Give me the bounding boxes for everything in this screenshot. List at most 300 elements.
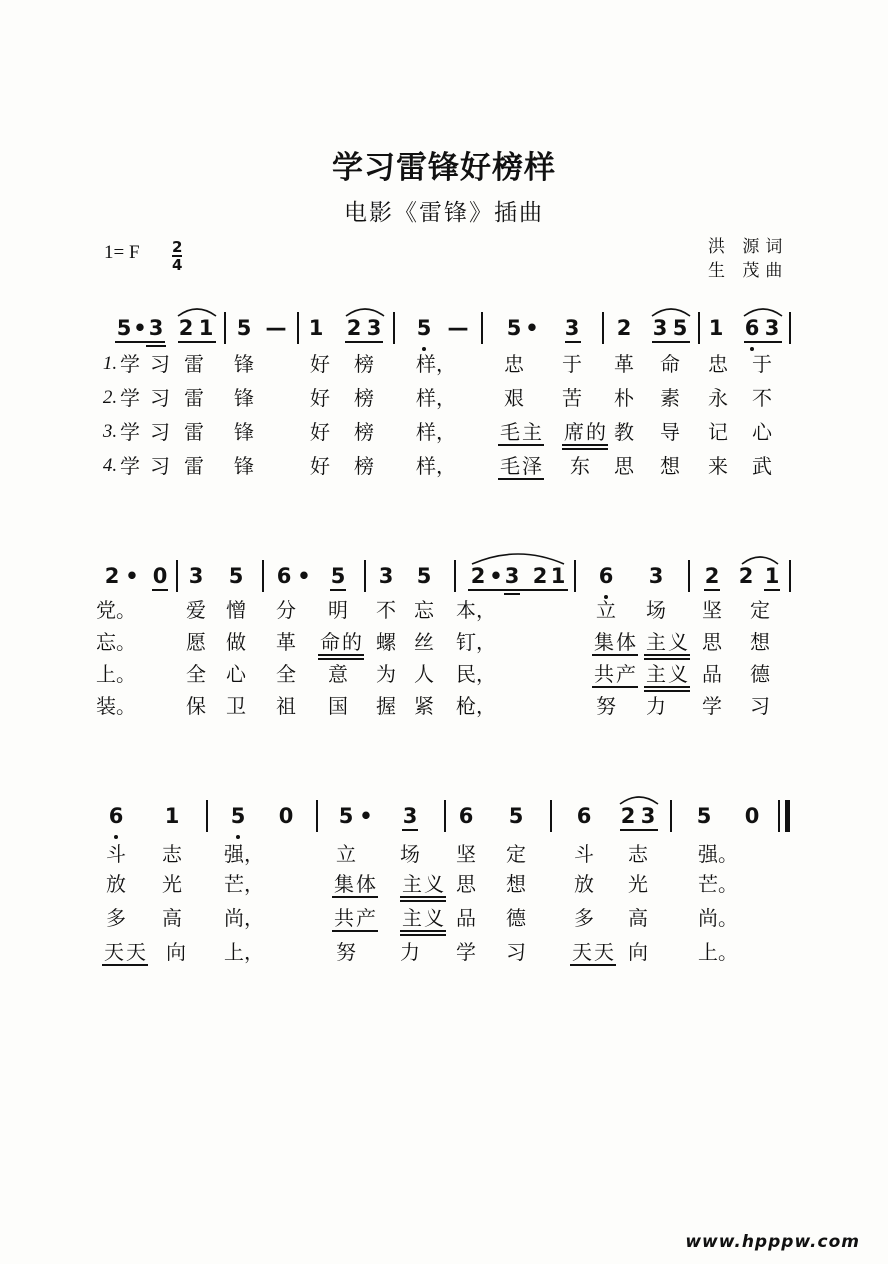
lyric-char: 保 — [186, 694, 206, 718]
lyric-underline — [332, 930, 378, 932]
dot-mark: • — [525, 316, 539, 340]
note: 1 — [708, 316, 724, 340]
note: 6 — [108, 804, 124, 828]
music-line-1 — [0, 316, 888, 346]
lyric-underline — [562, 444, 608, 446]
music-line-2 — [0, 564, 888, 594]
lyric-char: 忘。 — [96, 630, 136, 654]
lyricist-credit: 洪 源词 — [708, 237, 789, 257]
lyric-underline — [644, 686, 690, 688]
lyric-char: 钉， — [456, 630, 496, 654]
lyric-char: 朴 — [614, 386, 634, 410]
lyric-char: 上。 — [698, 940, 738, 964]
verse-number: 3. — [102, 421, 118, 442]
lyric-char: 全 — [186, 662, 206, 686]
lyric-char: 义 — [424, 906, 444, 930]
lyric-char: 想 — [750, 630, 770, 654]
lyric-char: 革 — [614, 352, 634, 376]
lyric-char: 榜 — [354, 352, 374, 376]
lyric-char: 共 — [594, 662, 614, 686]
lyric-char: 光 — [628, 872, 648, 896]
lyric-char: 丝 — [414, 630, 434, 654]
lyric-char: 爱 — [186, 598, 206, 622]
lyric-char: 立 — [596, 598, 616, 622]
lyric-char: 席 — [564, 420, 584, 444]
note: 6 — [744, 316, 760, 340]
lyric-char: 样， — [416, 386, 456, 410]
composer-credit: 生 茂曲 — [708, 261, 789, 281]
lyric-char: 想 — [660, 454, 680, 478]
lyric-char: 党。 — [96, 598, 136, 622]
lyric-char: 导 — [660, 420, 680, 444]
lyric-verse-3-3 — [0, 906, 888, 934]
lyric-char: 力 — [400, 940, 420, 964]
lyric-char: 学 — [120, 454, 140, 478]
lyric-char: 永 — [708, 386, 728, 410]
barline — [789, 312, 791, 344]
beam-underline — [146, 345, 166, 347]
note: 1 — [308, 316, 324, 340]
note: 5 — [672, 316, 688, 340]
note: 3 — [564, 316, 580, 340]
beam-underline — [744, 341, 782, 343]
lyric-char: 志 — [162, 842, 182, 866]
lyric-char: 想 — [506, 872, 526, 896]
lyric-char: 立 — [336, 842, 356, 866]
lyric-char: 学 — [120, 352, 140, 376]
note: 6 — [576, 804, 592, 828]
time-signature-bottom: 4 — [172, 255, 183, 274]
barline — [393, 312, 395, 344]
note: 2 — [178, 316, 194, 340]
lyric-char: 祖 — [276, 694, 296, 718]
note: 2 — [704, 564, 720, 588]
lyric-char: 斗 — [106, 842, 126, 866]
lyric-char: 意 — [328, 662, 348, 686]
dot-mark: • — [489, 564, 503, 588]
note: 5 — [116, 316, 132, 340]
slur — [176, 304, 218, 318]
lyric-char: 卫 — [226, 694, 246, 718]
lyric-char: 定 — [750, 598, 770, 622]
beam-underline — [764, 589, 780, 591]
dash-mark: — — [447, 316, 469, 340]
lyric-char: 忠 — [708, 352, 728, 376]
lyric-char: 主 — [646, 630, 666, 654]
lyric-char: 好 — [310, 454, 330, 478]
lyric-verse-3-2 — [0, 662, 888, 690]
lyric-char: 努 — [596, 694, 616, 718]
lyric-char: 雷 — [184, 454, 204, 478]
beam-underline — [345, 341, 383, 343]
note: 6 — [458, 804, 474, 828]
site-watermark: www.hpppw.com — [685, 1232, 860, 1252]
note: 3 — [148, 316, 164, 340]
time-signature-top: 2 — [172, 238, 183, 256]
slur — [470, 548, 566, 566]
lyric-char: 体 — [356, 872, 376, 896]
beam-underline — [330, 589, 346, 591]
lyric-char: 努 — [336, 940, 356, 964]
lyric-char: 场 — [400, 842, 420, 866]
lyric-char: 榜 — [354, 454, 374, 478]
lyric-char: 憎 — [226, 598, 246, 622]
lyric-char: 来 — [708, 454, 728, 478]
lyric-char: 命 — [320, 630, 340, 654]
lyric-char: 主 — [402, 906, 422, 930]
music-line-3 — [0, 804, 888, 834]
note: 5 — [696, 804, 712, 828]
lyric-char: 装。 — [96, 694, 136, 718]
final-barline — [785, 800, 790, 832]
barline — [262, 560, 264, 592]
lyric-char: 力 — [646, 694, 666, 718]
lyric-char: 不 — [752, 386, 772, 410]
beam-underline — [704, 589, 720, 591]
lyric-underline — [644, 690, 690, 692]
slur — [618, 792, 660, 806]
song-subtitle: 电影《雷锋》插曲 — [344, 200, 544, 226]
lyric-char: 学 — [702, 694, 722, 718]
lyric-char: 集 — [334, 872, 354, 896]
slur — [344, 304, 386, 318]
lyric-verse-2-3 — [0, 872, 888, 900]
barline — [688, 560, 690, 592]
note: 5 — [228, 564, 244, 588]
lyric-char: 高 — [628, 906, 648, 930]
octave-dot — [114, 835, 118, 839]
lyric-char: 毛 — [500, 420, 520, 444]
lyric-verse-2-1 — [0, 386, 888, 414]
lyric-char: 思 — [614, 454, 634, 478]
barline — [670, 800, 672, 832]
lyric-char: 锋 — [234, 386, 254, 410]
lyric-char: 民， — [456, 662, 496, 686]
barline — [444, 800, 446, 832]
octave-dot — [422, 347, 426, 351]
note: 3 — [504, 564, 520, 588]
lyric-char: 锋 — [234, 420, 254, 444]
lyric-char: 强。 — [698, 842, 738, 866]
lyric-char: 命 — [660, 352, 680, 376]
lyric-char: 产 — [356, 906, 376, 930]
note: 1 — [164, 804, 180, 828]
note: 2 — [346, 316, 362, 340]
barline — [602, 312, 604, 344]
lyric-char: 义 — [668, 630, 688, 654]
note: 5 — [236, 316, 252, 340]
lyric-char: 尚， — [224, 906, 264, 930]
note: 3 — [188, 564, 204, 588]
note: 5 — [338, 804, 354, 828]
slur — [742, 304, 784, 318]
lyric-char: 样， — [416, 420, 456, 444]
lyric-char: 习 — [150, 454, 170, 478]
lyric-char: 忘 — [414, 598, 434, 622]
note: 5 — [416, 564, 432, 588]
lyric-underline — [332, 896, 378, 898]
verse-number: 1. — [102, 353, 118, 374]
lyric-char: 思 — [702, 630, 722, 654]
lyric-char: 愿 — [186, 630, 206, 654]
lyric-char: 东 — [570, 454, 590, 478]
beam-underline — [504, 593, 520, 595]
lyric-char: 坚 — [456, 842, 476, 866]
lyric-char: 思 — [456, 872, 476, 896]
lyric-underline — [400, 934, 446, 936]
lyric-underline — [318, 658, 364, 660]
lyric-char: 多 — [106, 906, 126, 930]
lyric-char: 品 — [456, 906, 476, 930]
note: 3 — [652, 316, 668, 340]
lyric-underline — [498, 444, 544, 446]
lyric-char: 品 — [702, 662, 722, 686]
dash-mark: — — [265, 316, 287, 340]
note: 5 — [330, 564, 346, 588]
lyric-char: 本， — [456, 598, 496, 622]
lyric-char: 习 — [150, 420, 170, 444]
lyric-char: 革 — [276, 630, 296, 654]
lyric-char: 主 — [402, 872, 422, 896]
lyric-char: 强， — [224, 842, 264, 866]
lyric-char: 握 — [376, 694, 396, 718]
lyric-char: 艰 — [504, 386, 524, 410]
lyric-char: 雷 — [184, 352, 204, 376]
lyric-char: 记 — [708, 420, 728, 444]
note: 5 — [506, 316, 522, 340]
lyric-char: 义 — [668, 662, 688, 686]
lyric-char: 多 — [574, 906, 594, 930]
barline — [206, 800, 208, 832]
lyric-char: 素 — [660, 386, 680, 410]
lyric-verse-1-1 — [0, 352, 888, 380]
lyric-underline — [102, 964, 148, 966]
lyric-verse-1-3 — [0, 842, 888, 870]
lyric-char: 产 — [616, 662, 636, 686]
beam-underline — [620, 829, 658, 831]
lyric-char: 天 — [104, 940, 124, 964]
note: 3 — [366, 316, 382, 340]
beam-underline — [565, 341, 581, 343]
barline — [550, 800, 552, 832]
lyric-verse-1-2 — [0, 598, 888, 626]
lyric-underline — [644, 658, 690, 660]
barline — [481, 312, 483, 344]
lyric-char: 习 — [506, 940, 526, 964]
octave-dot — [236, 835, 240, 839]
lyric-verse-4-2 — [0, 694, 888, 722]
lyric-char: 光 — [162, 872, 182, 896]
barline — [778, 800, 780, 832]
octave-dot — [750, 347, 754, 351]
lyric-char: 德 — [750, 662, 770, 686]
barline — [176, 560, 178, 592]
time-signature — [172, 240, 182, 272]
lyric-underline — [644, 654, 690, 656]
lyric-char: 放 — [574, 872, 594, 896]
verse-number: 4. — [102, 455, 118, 476]
lyric-char: 上， — [224, 940, 264, 964]
lyric-underline — [498, 478, 544, 480]
beam-underline — [402, 829, 418, 831]
lyric-char: 德 — [506, 906, 526, 930]
lyric-char: 放 — [106, 872, 126, 896]
note: 5 — [230, 804, 246, 828]
dot-mark: • — [297, 564, 311, 588]
lyric-underline — [400, 900, 446, 902]
lyric-char: 于 — [562, 352, 582, 376]
lyric-char: 天 — [572, 940, 592, 964]
lyric-char: 好 — [310, 420, 330, 444]
lyric-char: 教 — [614, 420, 634, 444]
lyric-char: 天 — [126, 940, 146, 964]
lyric-verse-2-2 — [0, 630, 888, 658]
note: 2 — [470, 564, 486, 588]
note: 3 — [648, 564, 664, 588]
lyric-char: 主 — [522, 420, 542, 444]
lyric-char: 全 — [276, 662, 296, 686]
lyric-underline — [592, 654, 638, 656]
barline — [698, 312, 700, 344]
beam-underline — [115, 341, 165, 343]
note: 6 — [276, 564, 292, 588]
lyric-char: 共 — [334, 906, 354, 930]
lyric-char: 锋 — [234, 454, 254, 478]
lyric-char: 集 — [594, 630, 614, 654]
lyric-char: 人 — [414, 662, 434, 686]
lyric-char: 天 — [594, 940, 614, 964]
lyric-char: 忠 — [504, 352, 524, 376]
lyric-char: 明 — [328, 598, 348, 622]
note: 1 — [550, 564, 566, 588]
note: 3 — [640, 804, 656, 828]
beam-underline — [468, 589, 568, 591]
lyric-underline — [570, 964, 616, 966]
lyric-char: 紧 — [414, 694, 434, 718]
lyric-char: 雷 — [184, 386, 204, 410]
dot-mark: • — [359, 804, 373, 828]
barline — [574, 560, 576, 592]
slur — [740, 552, 780, 566]
lyric-char: 学 — [120, 420, 140, 444]
lyric-char: 学 — [456, 940, 476, 964]
lyric-char: 的 — [586, 420, 606, 444]
lyric-char: 分 — [276, 598, 296, 622]
lyric-char: 习 — [150, 386, 170, 410]
note: 2 — [532, 564, 548, 588]
note: 3 — [402, 804, 418, 828]
lyric-char: 锋 — [234, 352, 254, 376]
lyric-char: 斗 — [574, 842, 594, 866]
lyric-verse-4-1 — [0, 454, 888, 482]
note: 5 — [416, 316, 432, 340]
lyric-char: 榜 — [354, 386, 374, 410]
lyric-char: 定 — [506, 842, 526, 866]
lyric-char: 毛 — [500, 454, 520, 478]
barline — [316, 800, 318, 832]
lyric-underline — [318, 654, 364, 656]
lyric-char: 体 — [616, 630, 636, 654]
lyric-char: 尚。 — [698, 906, 738, 930]
lyric-char: 好 — [310, 352, 330, 376]
lyric-char: 的 — [342, 630, 362, 654]
lyric-char: 做 — [226, 630, 246, 654]
lyric-char: 场 — [646, 598, 666, 622]
lyric-char: 芒， — [224, 872, 264, 896]
lyric-char: 国 — [328, 694, 348, 718]
note: 2 — [738, 564, 754, 588]
lyric-char: 武 — [752, 454, 772, 478]
barline — [297, 312, 299, 344]
lyric-char: 雷 — [184, 420, 204, 444]
lyric-char: 好 — [310, 386, 330, 410]
lyric-char: 样， — [416, 454, 456, 478]
lyric-char: 泽 — [522, 454, 542, 478]
lyric-char: 榜 — [354, 420, 374, 444]
lyric-char: 学 — [120, 386, 140, 410]
verse-number: 2. — [102, 387, 118, 408]
lyric-char: 坚 — [702, 598, 722, 622]
lyric-char: 志 — [628, 842, 648, 866]
lyric-underline — [400, 896, 446, 898]
lyric-char: 于 — [752, 352, 772, 376]
lyric-char: 上。 — [96, 662, 136, 686]
note: 3 — [378, 564, 394, 588]
beam-underline — [152, 589, 168, 591]
lyric-char: 螺 — [376, 630, 396, 654]
dot-mark: • — [133, 316, 147, 340]
note: 0 — [744, 804, 760, 828]
note: 1 — [198, 316, 214, 340]
note: 5 — [508, 804, 524, 828]
note: 2 — [104, 564, 120, 588]
slur — [650, 304, 692, 318]
note: 2 — [620, 804, 636, 828]
lyric-char: 习 — [150, 352, 170, 376]
lyric-char: 向 — [166, 940, 186, 964]
lyric-char: 习 — [750, 694, 770, 718]
note: 2 — [616, 316, 632, 340]
lyric-char: 心 — [752, 420, 772, 444]
beam-underline — [178, 341, 216, 343]
lyric-verse-4-3 — [0, 940, 888, 968]
note: 6 — [598, 564, 614, 588]
barline — [364, 560, 366, 592]
lyric-underline — [592, 686, 638, 688]
lyric-char: 为 — [376, 662, 396, 686]
lyric-verse-3-1 — [0, 420, 888, 448]
note: 3 — [764, 316, 780, 340]
lyric-char: 样， — [416, 352, 456, 376]
note: 1 — [764, 564, 780, 588]
song-title: 学习雷锋好榜样 — [332, 150, 556, 186]
lyric-char: 不 — [376, 598, 396, 622]
key-signature: 1= F — [104, 242, 140, 263]
lyric-underline — [562, 448, 608, 450]
barline — [224, 312, 226, 344]
barline — [789, 560, 791, 592]
note: 0 — [152, 564, 168, 588]
beam-underline — [652, 341, 690, 343]
barline — [454, 560, 456, 592]
lyric-char: 苦 — [562, 386, 582, 410]
lyric-char: 义 — [424, 872, 444, 896]
lyric-char: 高 — [162, 906, 182, 930]
lyric-char: 枪， — [456, 694, 496, 718]
note: 0 — [278, 804, 294, 828]
lyric-char: 芒。 — [698, 872, 738, 896]
lyric-char: 主 — [646, 662, 666, 686]
